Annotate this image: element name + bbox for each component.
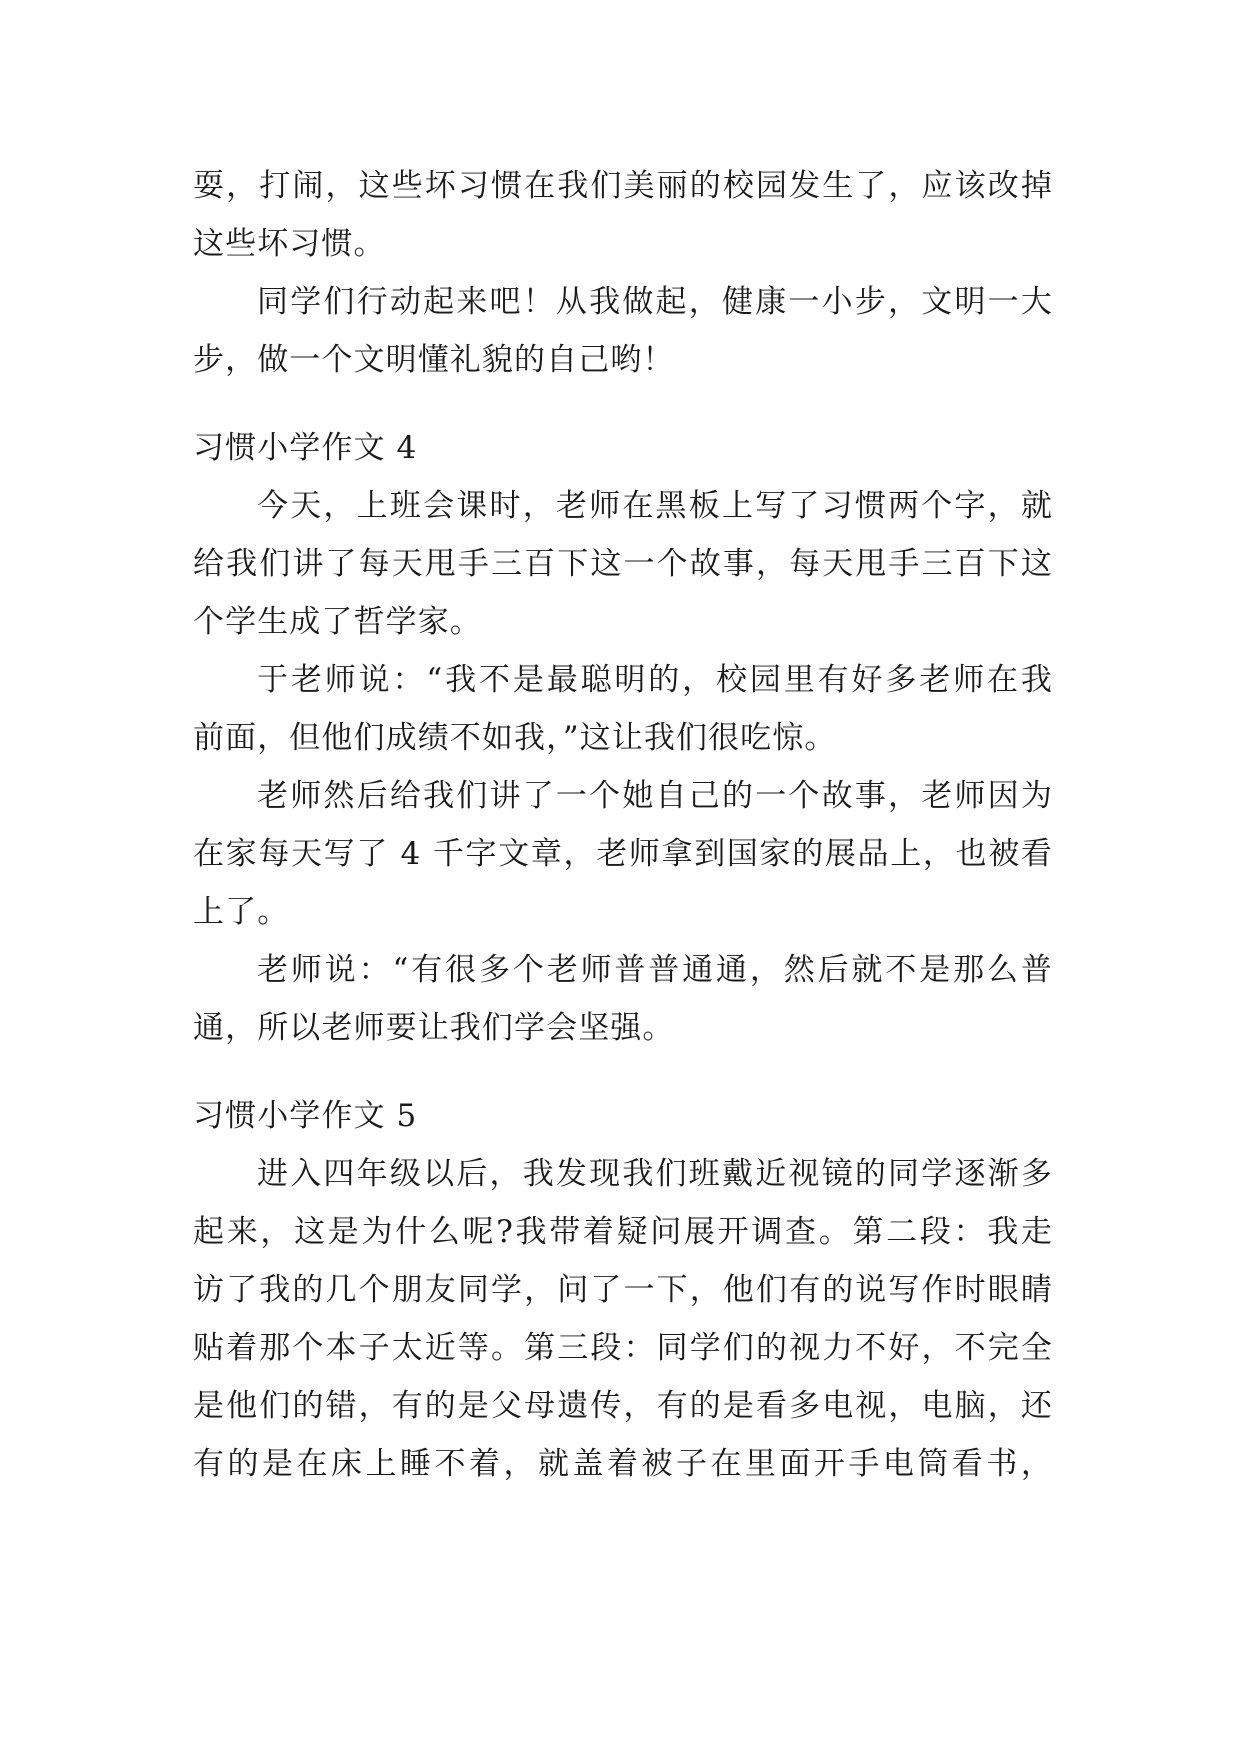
- section-spacer: [193, 1057, 1053, 1087]
- text-line: 老师说：“有很多个老师普普通通，然后就不是那么普: [257, 952, 1053, 988]
- section-4: [193, 419, 1053, 1057]
- text-line: 是他们的错，有的是父母遗传，有的是看多电视，电脑，还: [193, 1388, 1053, 1424]
- text-line: 上了。: [193, 894, 290, 930]
- text-line: 前面，但他们成绩不如我，”这让我们很吃惊。: [193, 720, 837, 756]
- section-title: 习惯小学作文 4: [193, 430, 418, 466]
- paragraph: [193, 1145, 1053, 1493]
- section-title: 习惯小学作文 5: [193, 1098, 418, 1134]
- document-body: [193, 157, 1053, 1493]
- text-line: 进入四年级以后，我发现我们班戴近视镜的同学逐渐多: [257, 1156, 1053, 1192]
- text-line: 起来，这是为什么呢?我带着疑问展开调查。第二段：我走: [193, 1214, 1053, 1250]
- text-line: 给我们讲了每天甩手三百下这一个故事，每天甩手三百下这: [193, 546, 1053, 582]
- text-line: 在家每天写了 4 千字文章，老师拿到国家的展品上，也被看: [193, 836, 1053, 872]
- paragraph-intro: [193, 157, 1053, 273]
- paragraph-call-to-action: [193, 273, 1053, 389]
- text-line: 贴着那个本子太近等。第三段：同学们的视力不好，不完全: [193, 1330, 1053, 1366]
- section-5: [193, 1087, 1053, 1493]
- section-spacer: [193, 389, 1053, 419]
- text-line: 耍，打闹，这些坏习惯在我们美丽的校园发生了，应该改掉: [193, 168, 1053, 204]
- paragraph: [193, 477, 1053, 651]
- text-line: 于老师说：“我不是最聪明的，校园里有好多老师在我: [257, 662, 1053, 698]
- paragraph: [193, 767, 1053, 941]
- text-line: 步，做一个文明懂礼貌的自己哟！: [193, 342, 675, 378]
- text-line: 有的是在床上睡不着，就盖着被子在里面开手电筒看书，: [193, 1446, 1053, 1482]
- paragraph: [193, 941, 1053, 1057]
- text-line: 老师然后给我们讲了一个她自己的一个故事，老师因为: [257, 778, 1053, 814]
- text-line: 这些坏习惯。: [193, 226, 386, 262]
- text-line: 个学生成了哲学家。: [193, 604, 482, 640]
- text-line: 通，所以老师要让我们学会坚强。: [193, 1010, 675, 1046]
- paragraph: [193, 651, 1053, 767]
- text-line: 访了我的几个朋友同学，问了一下，他们有的说写作时眼睛: [193, 1272, 1053, 1308]
- text-line: 同学们行动起来吧！从我做起，健康一小步，文明一大: [257, 284, 1053, 320]
- text-line: 今天，上班会课时，老师在黑板上写了习惯两个字，就: [257, 488, 1053, 524]
